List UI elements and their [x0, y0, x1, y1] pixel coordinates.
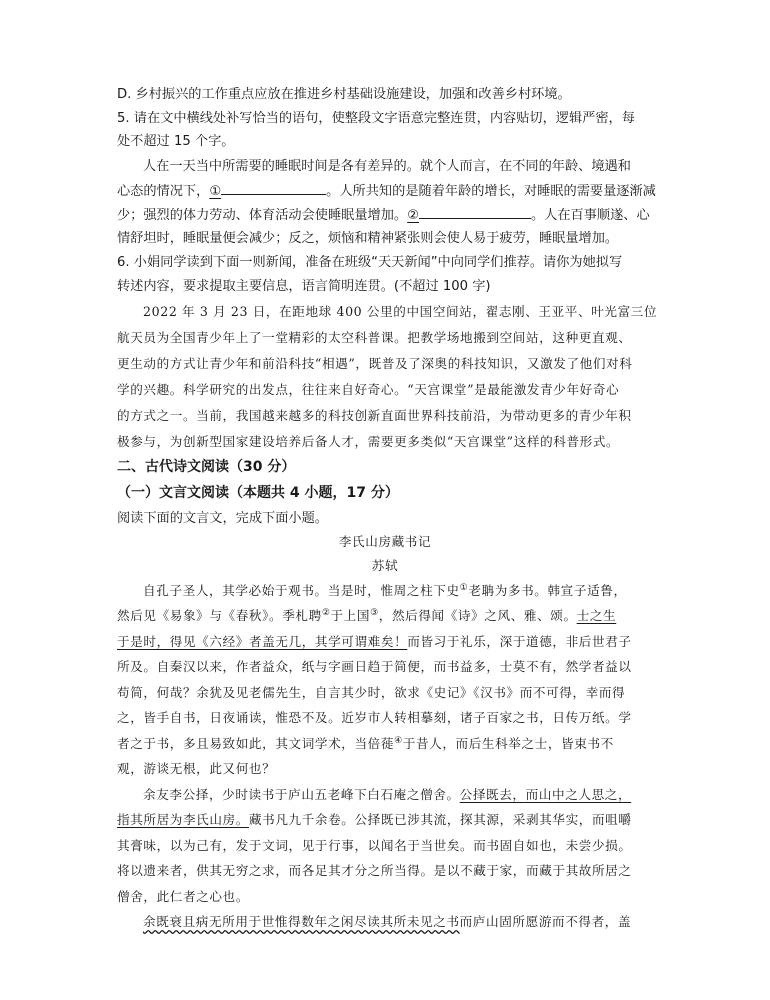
essay-text: 于昔人，而后生科举之士，皆束书不	[402, 736, 614, 751]
footnote-marker-1: ①	[459, 582, 469, 593]
essay-text: 而庐山固所愿游而不得者，盖	[459, 914, 632, 929]
essay-p3-line-1	[143, 913, 631, 931]
essay-p1-line-1	[143, 582, 627, 600]
essay-title: 李氏山房藏书记	[338, 534, 432, 549]
essay-p1-line-4: 所及。自秦汉以来，作者益众，纸与字画日趋于简便，而书益多，士莫不有，然学者益以	[117, 659, 632, 674]
news-line-6: 极参与，为创新型国家建设培养后备人才，需要更多类似“天宫课堂”这样的科普形式。	[117, 434, 620, 449]
q5-passage-line-3	[117, 206, 650, 225]
blank-marker-2: ②	[407, 208, 419, 223]
news-line-2: 航天员为全国青少年上了一堂精彩的太空科普课。把教学场地搬到空间站，这种更直观、	[117, 330, 632, 345]
reading-instruction: 阅读下面的文言文，完成下面小题。	[117, 511, 328, 526]
blank-marker-1: ①	[209, 184, 222, 199]
q6-prompt-line-2: 转述内容，要求提取主要信息，语言简明连贯。(不超过 100 字)	[117, 279, 491, 294]
essay-p1-line-6: 之，皆手自书，日夜诵读，惟恐不及。近岁市人转相摹刻，诸子百家之书，日传万纸。学	[117, 710, 632, 725]
footnote-marker-4: ④	[394, 735, 403, 746]
answer-blank-2[interactable]	[419, 206, 531, 219]
subsection-heading: （一）文言文阅读（本题共 4 小题，17 分）	[117, 485, 399, 501]
q5-passage-line-2	[117, 182, 656, 201]
news-line-3: 更生动的方式让青少年和前沿科技“相遇”，既普及了深奥的科技知识，又激发了他们对科	[117, 356, 633, 371]
essay-p1-line-2	[117, 607, 616, 625]
underlined-sentence: 士之生	[576, 608, 617, 623]
underlined-sentence: 公择既去，而山中之人思之，	[459, 787, 632, 802]
essay-text: 余友李公择，少时读书于庐山五老峰下白石庵之僧舍。	[143, 787, 460, 802]
essay-text: 然后见《易象》与《春秋》。季札聘	[117, 608, 322, 623]
essay-p2-line-1	[143, 786, 631, 804]
news-line-1: 2022 年 3 月 23 日，在距地球 400 公里的中国空间站，翟志刚、王亚平、叶光富三位	[143, 304, 658, 319]
answer-blank-1[interactable]	[221, 182, 326, 195]
essay-text: 自孔子圣人，其学必始于观书。当是时，惟周之柱下史	[143, 583, 460, 598]
essay-author: 苏轼	[371, 558, 399, 573]
q5-prompt-line-1: 5. 请在文中横线处补写恰当的语句，使整段文字语意完整连贯，内容贴切，逻辑严密，每	[117, 111, 635, 126]
essay-p2-line-4: 将以遗来者，供其无穷之求，而各足其才分之所当得。是以不藏于家，而藏于其故所居之	[117, 863, 632, 878]
q6-prompt-line-1: 6. 小娟同学读到下面一则新闻，准备在班级“天天新闻”中向同学们推荐。请你为她拟写	[117, 255, 623, 270]
news-line-5: 的方式之一。当前，我国越来越多的科技创新直面世界科技前沿，为带动更多的青少年积	[117, 408, 632, 423]
section-heading: 二、古代诗文阅读（30 分）	[117, 459, 296, 475]
footnote-marker-2: ②	[321, 607, 331, 618]
essay-text: 于上国	[330, 608, 371, 623]
essay-p1-line-3	[117, 633, 632, 651]
wavy-underlined-sentence: 余既衰且病无所用于世惟得数年之闲尽读其所未见之书	[143, 914, 460, 929]
essay-text: 老聃为多书。韩宣子适鲁，	[468, 583, 627, 598]
essay-p2-line-2	[117, 811, 632, 829]
essay-text: 藏书凡九千余卷。公择既已涉其流，探其源，采剥其华实，而咀嚼	[248, 812, 632, 827]
q5-prompt-line-2: 处不超过 15 个字。	[117, 134, 235, 149]
essay-p1-line-8: 观，游谈无根，此又何也？	[117, 761, 276, 776]
essay-p1-line-5: 苟简，何哉？余犹及见老儒先生，自言其少时，欲求《史记》《汉书》而不可得，幸而得	[117, 685, 626, 700]
q5-passage-text: 。人在百事顺遂、心	[530, 208, 650, 223]
q5-passage-text: 心态的情况下，	[117, 184, 210, 199]
q5-passage-line-1: 人在一天当中所需要的睡眠时间是各有差异的。就个人而言，在不同的年龄、境遇和	[143, 159, 631, 174]
essay-text: ，然后得闻《诗》之风、雅、颂。	[378, 608, 577, 623]
essay-p2-line-3: 其膏味，以为己有，发于文词，见于行事，以闻名于当世矣。而书固自如也，未尝少损。	[117, 838, 632, 853]
option-d: D. 乡村振兴的工作重点应放在推进乡村基础设施建设，加强和改善乡村环境。	[117, 87, 571, 102]
q5-passage-text: 。人所共知的是随着年龄的增长，对睡眠的需要量逐渐减	[326, 184, 656, 199]
essay-text: 者之于书，多且易致如此，其文词学术，当倍蓰	[117, 736, 395, 751]
underlined-sentence: 于是时，得见《六经》者盖无几，其学可谓难矣！	[117, 634, 408, 649]
news-line-4: 学的兴趣。科学研究的出发点，往往来自好奇心。“天宫课堂”是最能激发青少年好奇心	[117, 382, 620, 397]
q5-passage-text: 少；强烈的体力劳动、体育活动会使睡眠量增加。	[117, 208, 408, 223]
essay-text: 而皆习于礼乐，深于道德，非后世君子	[407, 634, 632, 649]
underlined-sentence: 指其所居为李氏山房。	[117, 812, 249, 827]
footnote-marker-3: ③	[370, 607, 379, 618]
q5-passage-line-4: 情舒坦时，睡眠量便会减少；反之，烦恼和精神紧张则会使人易于疲劳，睡眠量增加。	[117, 231, 619, 246]
essay-p2-line-5: 僧舍，此仁者之心也。	[117, 889, 249, 904]
essay-p1-line-7	[117, 735, 614, 753]
